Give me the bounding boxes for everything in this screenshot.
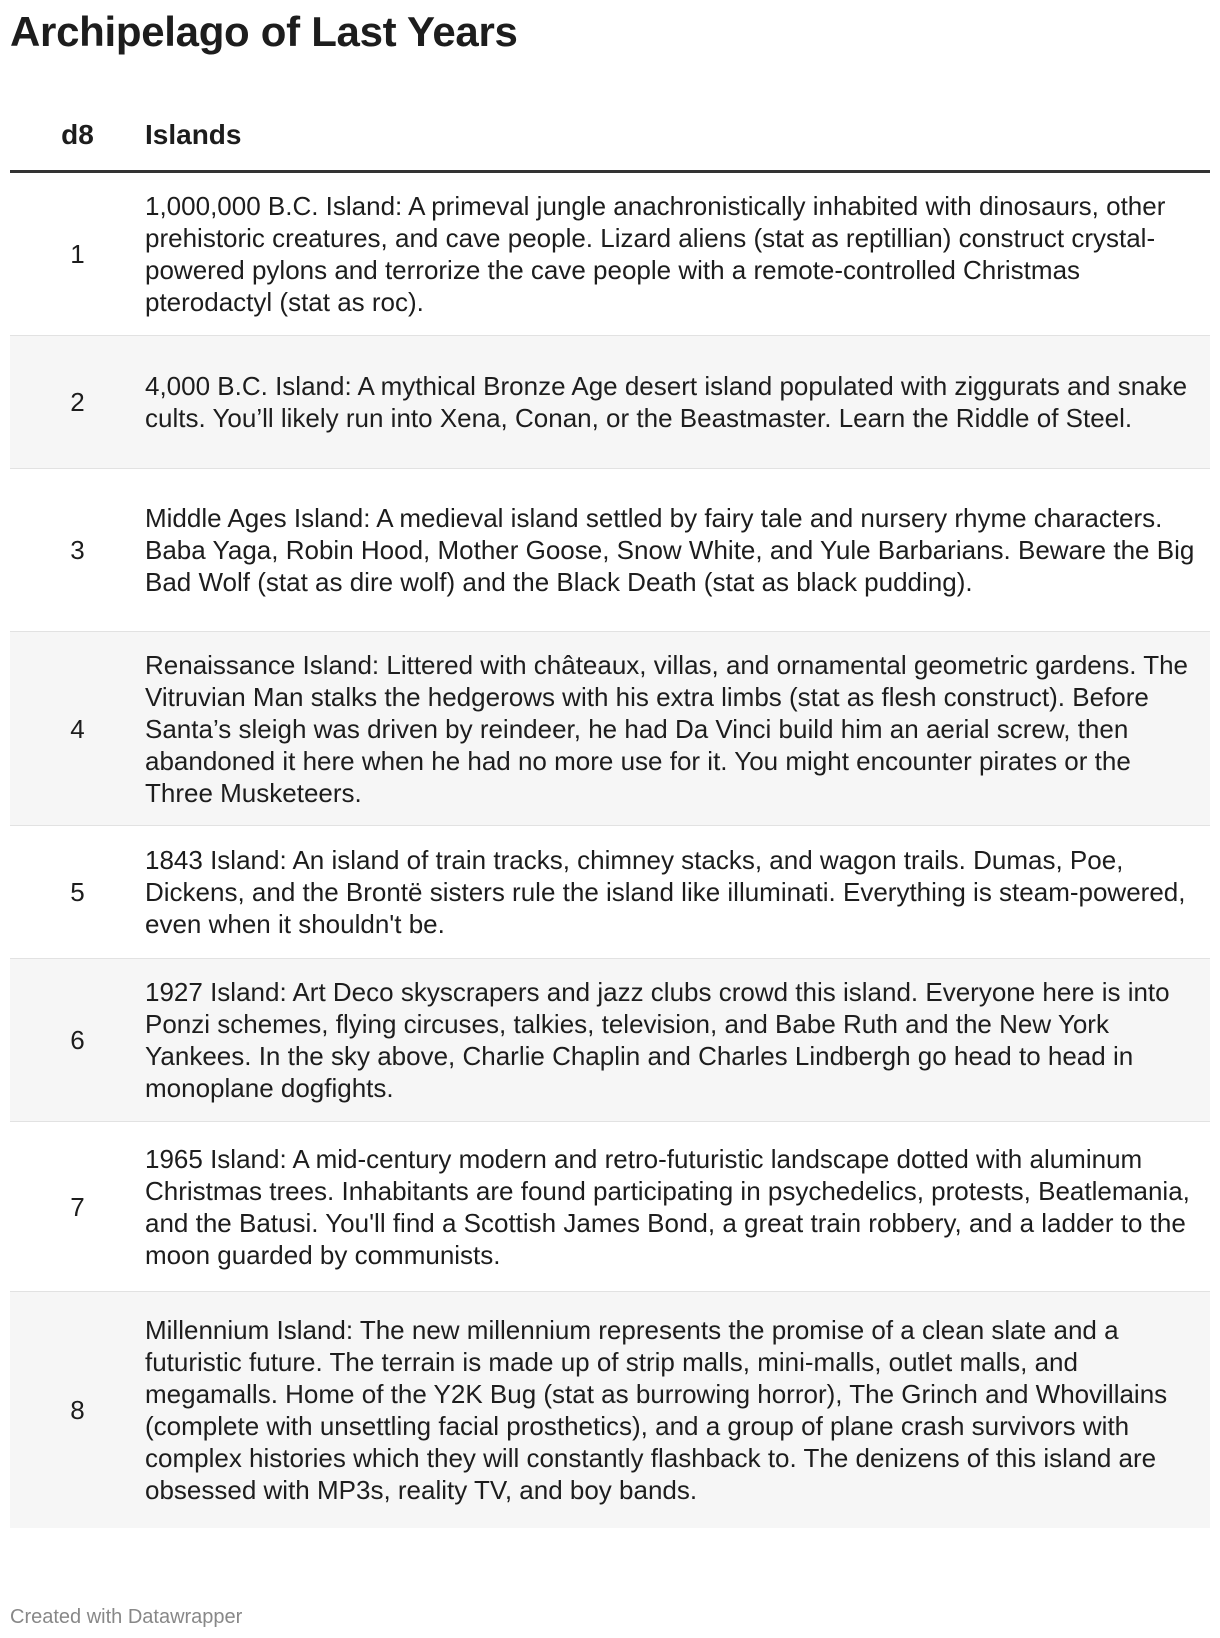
column-header-d8[interactable]: d8 bbox=[10, 100, 145, 172]
table-row bbox=[10, 959, 1210, 1122]
roll-number: 4 bbox=[10, 632, 145, 826]
island-description: Middle Ages Island: A medieval island settled by fairy tale and nursery rhyme characters. Baba Yaga, Robin Hood, Mother Goose, Snow White, and Yule Barbarians. Beware the Big Bad Wolf (stat as dire wolf) and the Black Death (stat as black pudding). bbox=[145, 469, 1210, 632]
table-row bbox=[10, 469, 1210, 632]
roll-number: 3 bbox=[10, 469, 145, 632]
roll-number: 1 bbox=[10, 172, 145, 336]
roll-number: 5 bbox=[10, 826, 145, 959]
roll-number: 7 bbox=[10, 1122, 145, 1292]
table-row bbox=[10, 632, 1210, 826]
page-title: Archipelago of Last Years bbox=[10, 8, 518, 55]
island-description: 1,000,000 B.C. Island: A primeval jungle anachronistically inhabited with dinosaurs, other prehistoric creatures, and cave people. Lizard aliens (stat as reptillian) construct crystal-powered pylons and terrorize the cave people with a remote-controlled Christmas pterodactyl (stat as roc). bbox=[145, 172, 1210, 336]
island-description: 1927 Island: Art Deco skyscrapers and jazz clubs crowd this island. Everyone here is into Ponzi schemes, flying circuses, talkies, television, and Babe Ruth and the New York Yankees. In the sky above, Charlie Chaplin and Charles Lindbergh go head to head in monoplane dogfights. bbox=[145, 959, 1210, 1122]
column-header-islands[interactable]: Islands bbox=[145, 100, 1210, 172]
island-description: Millennium Island: The new millennium represents the promise of a clean slate and a futuristic future. The terrain is made up of strip malls, mini-malls, outlet malls, and megamalls. Home of the Y2K Bug (stat as burrowing horror), The Grinch and Whovillains (complete with unsettling facial prosthetics), and a group of plane crash survivors with complex histories which they will constantly flashback to. The denizens of this island are obsessed with MP3s, reality TV, and boy bands. bbox=[145, 1292, 1210, 1528]
islands-table bbox=[10, 100, 1210, 1528]
roll-number: 8 bbox=[10, 1292, 145, 1528]
island-description: 1843 Island: An island of train tracks, chimney stacks, and wagon trails. Dumas, Poe, Dickens, and the Brontë sisters rule the island like illuminati. Everything is steam-powered, even when it shouldn't be. bbox=[145, 826, 1210, 959]
datawrapper-credit[interactable]: Created with Datawrapper bbox=[10, 1606, 243, 1628]
roll-number: 6 bbox=[10, 959, 145, 1122]
island-description: Renaissance Island: Littered with châteaux, villas, and ornamental geometric gardens. The Vitruvian Man stalks the hedgerows with his extra limbs (stat as flesh construct). Before Santa’s sleigh was driven by reindeer, he had Da Vinci build him an aerial screw, then abandoned it here when he had no more use for it. You might encounter pirates or the Three Musketeers. bbox=[145, 632, 1210, 826]
table-header-row bbox=[10, 100, 1210, 172]
island-description: 4,000 B.C. Island: A mythical Bronze Age desert island populated with ziggurats and snake cults. You’ll likely run into Xena, Conan, or the Beastmaster. Learn the Riddle of Steel. bbox=[145, 336, 1210, 469]
table-row bbox=[10, 172, 1210, 336]
table-row bbox=[10, 336, 1210, 469]
roll-number: 2 bbox=[10, 336, 145, 469]
table-row bbox=[10, 826, 1210, 959]
table-row bbox=[10, 1292, 1210, 1528]
island-description: 1965 Island: A mid-century modern and retro-futuristic landscape dotted with aluminum Christmas trees. Inhabitants are found participating in psychedelics, protests, Beatlemania, and the Batusi. You'll find a Scottish James Bond, a great train robbery, and a ladder to the moon guarded by communists. bbox=[145, 1122, 1210, 1292]
table-row bbox=[10, 1122, 1210, 1292]
